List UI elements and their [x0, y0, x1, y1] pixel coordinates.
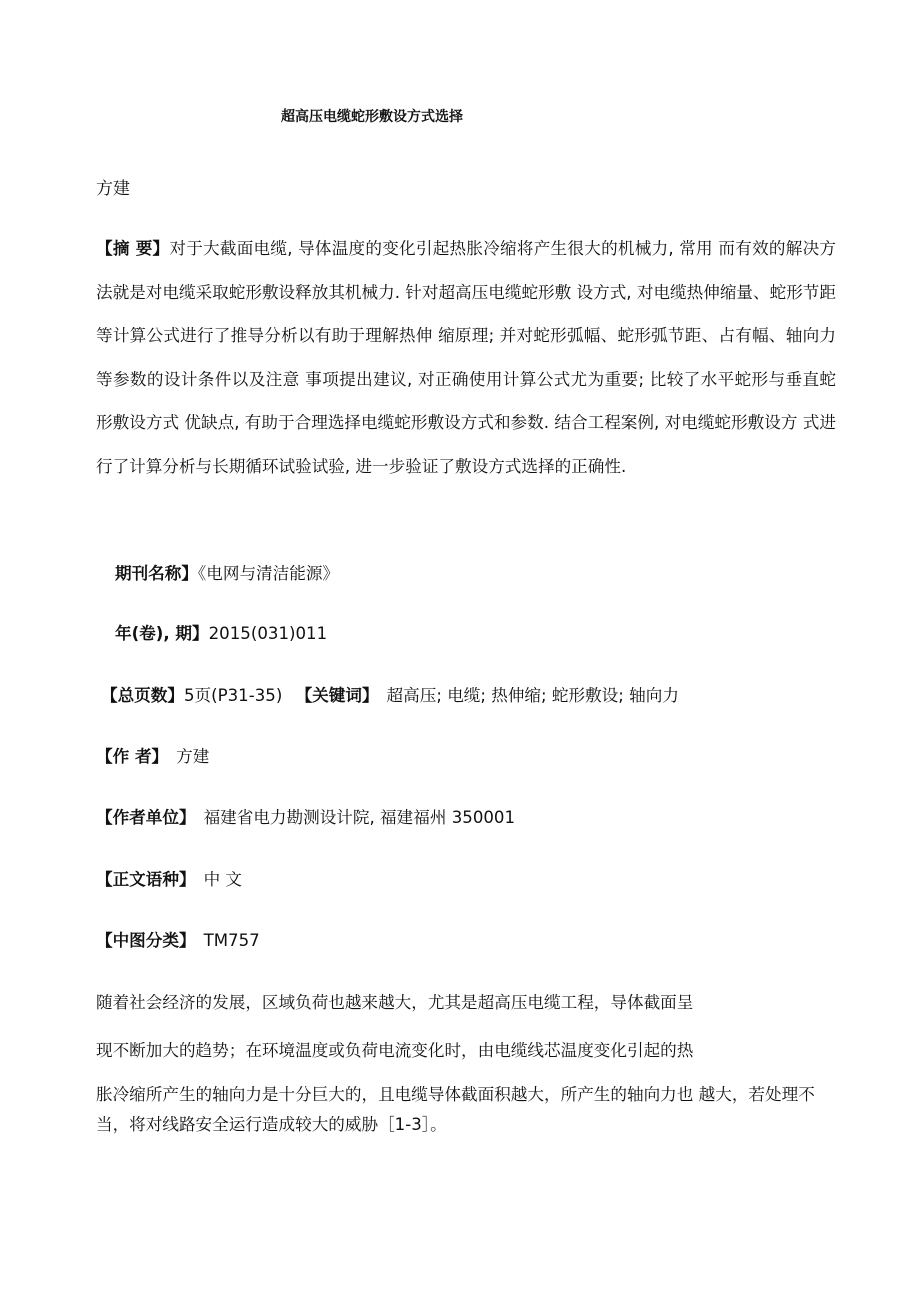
body-line-2: 现不断加大的趋势；在环境温度或负荷电流变化时，由电缆线芯温度变化引起的热 [96, 1041, 694, 1060]
unit-label: 【作者单位】 [96, 808, 196, 827]
author-row [96, 743, 209, 767]
author-value: 方建 [176, 747, 210, 766]
unit-value: 福建省电力勘测设计院, 福建福州 350001 [203, 808, 516, 827]
journal-label: 期刊名称】 [115, 564, 198, 583]
journal-row [115, 560, 339, 584]
language-label: 【正文语种】 [96, 870, 196, 889]
pages-value: 5页(P31-35) [183, 686, 283, 705]
language-value: 中 文 [203, 870, 243, 889]
document-title: 超高压电缆蛇形敷设方式选择 [281, 109, 463, 125]
abstract-label: 【摘 要】 [96, 239, 170, 258]
classification-value: TM757 [203, 931, 260, 950]
body-paragraph-end: 胀冷缩所产生的轴向力是十分巨大的，且电缆导体截面积越大，所产生的轴向力也 越大，若处理不当，将对线路安全运行造成较大的威胁［1-3］。 [96, 1085, 815, 1134]
body-line-1: 随着社会经济的发展，区域负荷也越来越大，尤其是超高压电缆工程，导体截面呈 [96, 993, 694, 1012]
year-value: 2015(031)011 [208, 624, 328, 643]
keywords-value: 超高压; 电缆; 热伸缩; 蛇形敷设; 轴向力 [386, 686, 679, 705]
year-label: 年(卷), 期】 [115, 624, 209, 643]
year-row [115, 620, 327, 644]
pages-row [101, 682, 679, 706]
classification-label: 【中图分类】 [96, 931, 196, 950]
abstract [96, 227, 836, 488]
journal-value: 《电网与清洁能源》 [197, 564, 340, 583]
abstract-text: 对于大截面电缆, 导体温度的变化引起热胀冷缩将产生很大的机械力, 常用 而有效的解决方法就是对电缆采取蛇形敷设释放其机械力. 针对超高压电缆蛇形敷 设方式, 对电缆热伸缩量、蛇形节距等计算公式进行了推导分析以有助于理解热伸 缩原理; 并对蛇形弧幅、蛇形弧节距、占有幅、轴向力等参数的设计条件以及注意 事项提出建议, 对正确使用计算公式尤为重要; 比较了水平蛇形与垂直蛇形敷设方式 优缺点, 有助于合理选择电缆蛇形敷设方式和参数. 结合工程案例, 对电缆蛇形敷设方 式进行了计算分析与长期循环试验试验, 进一步验证了敷设方式选择的正确性. [96, 239, 837, 476]
document-author: 方建 [96, 179, 130, 199]
language-row [96, 866, 242, 890]
pages-label: 【总页数】 [101, 686, 184, 705]
keywords-label: 【关键词】 [295, 686, 379, 705]
classification-row [96, 927, 260, 951]
author-label: 【作 者】 [96, 747, 169, 766]
unit-row [96, 804, 515, 828]
